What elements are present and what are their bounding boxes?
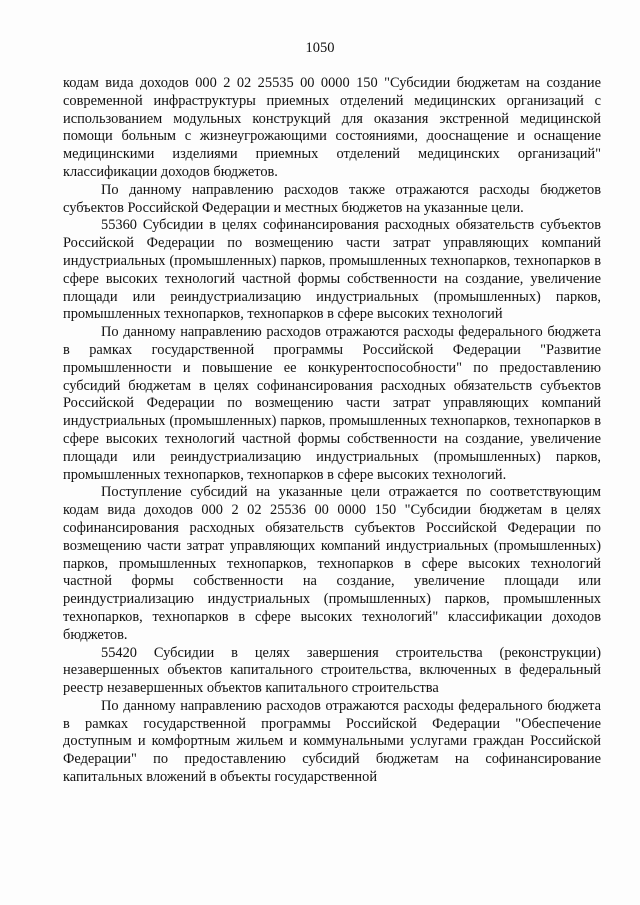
paragraph-heading-55420: 55420 Субсидии в целях завершения строительства (реконструкции) незавершенных объектов капитального строительства, включенных в федеральный реестр незавершенных объектов капитального строительства (63, 644, 601, 697)
document-body (63, 75, 601, 787)
paragraph: Поступление субсидий на указанные цели отражается по соответствующим кодам вида доходов 000 2 02 25536 00 0000 150 "Субсидии бюджетам в целях софинансирования расходных обязательств субъектов Российской Федерации по возмещению части затрат управляющих компаний индустриальных (промышленных) парков, промышленных технопарков, технопарков в сфере высоких технологий частной формы собственности на создание, увеличение площади или реиндустриализацию индустриальных (промышленных) парков, промышленных технопарков, технопарков в сфере высоких технологий" классификации доходов бюджетов. (63, 484, 601, 643)
paragraph: По данному направлению расходов также отражаются расходы бюджетов субъектов Российской Федерации и местных бюджетов на указанные цели. (63, 181, 601, 216)
paragraph-heading-55360: 55360 Субсидии в целях софинансирования расходных обязательств субъектов Российской Федерации по возмещению части затрат управляющих компаний индустриальных (промышленных) парков, промышленных технопарков, технопарков в сфере высоких технологий частной формы собственности на создание, увеличение площади или реиндустриализацию индустриальных (промышленных) парков, промышленных технопарков, технопарков в сфере высоких технологий (63, 217, 601, 323)
page-number: 1050 (305, 40, 335, 56)
paragraph: По данному направлению расходов отражаются расходы федерального бюджета в рамках государственной программы Российской Федерации "Развитие промышленности и повышение ее конкурентоспособности" по предоставлению субсидий бюджетам в целях софинансирования расходных обязательств субъектов Российской Федерации по возмещению части затрат управляющих компаний индустриальных (промышленных) парков, промышленных технопарков, технопарков в сфере высоких технологий частной формы собственности на создание, увеличение площади или реиндустриализацию индустриальных (промышленных) парков, промышленных технопарков, технопарков в сфере высоких технологий. (63, 324, 601, 483)
paragraph-continued: кодам вида доходов 000 2 02 25535 00 0000 150 "Субсидии бюджетам на создание современной инфраструктуры приемных отделений медицинских организаций с использованием модульных конструкций для оказания экстренной медицинской помощи больным с жизнеугрожающими состояниями, дооснащение и оснащение медицинскими изделиями приемных отделений медицинских организаций" классификации доходов бюджетов. (63, 75, 601, 180)
paragraph: По данному направлению расходов отражаются расходы федерального бюджета в рамках государственной программы Российской Федерации "Обеспечение доступным и комфортным жильем и коммунальными услугами граждан Российской Федерации" по предоставлению субсидий бюджетам на софинансирование капитальных вложений в объекты государственной (63, 697, 601, 786)
